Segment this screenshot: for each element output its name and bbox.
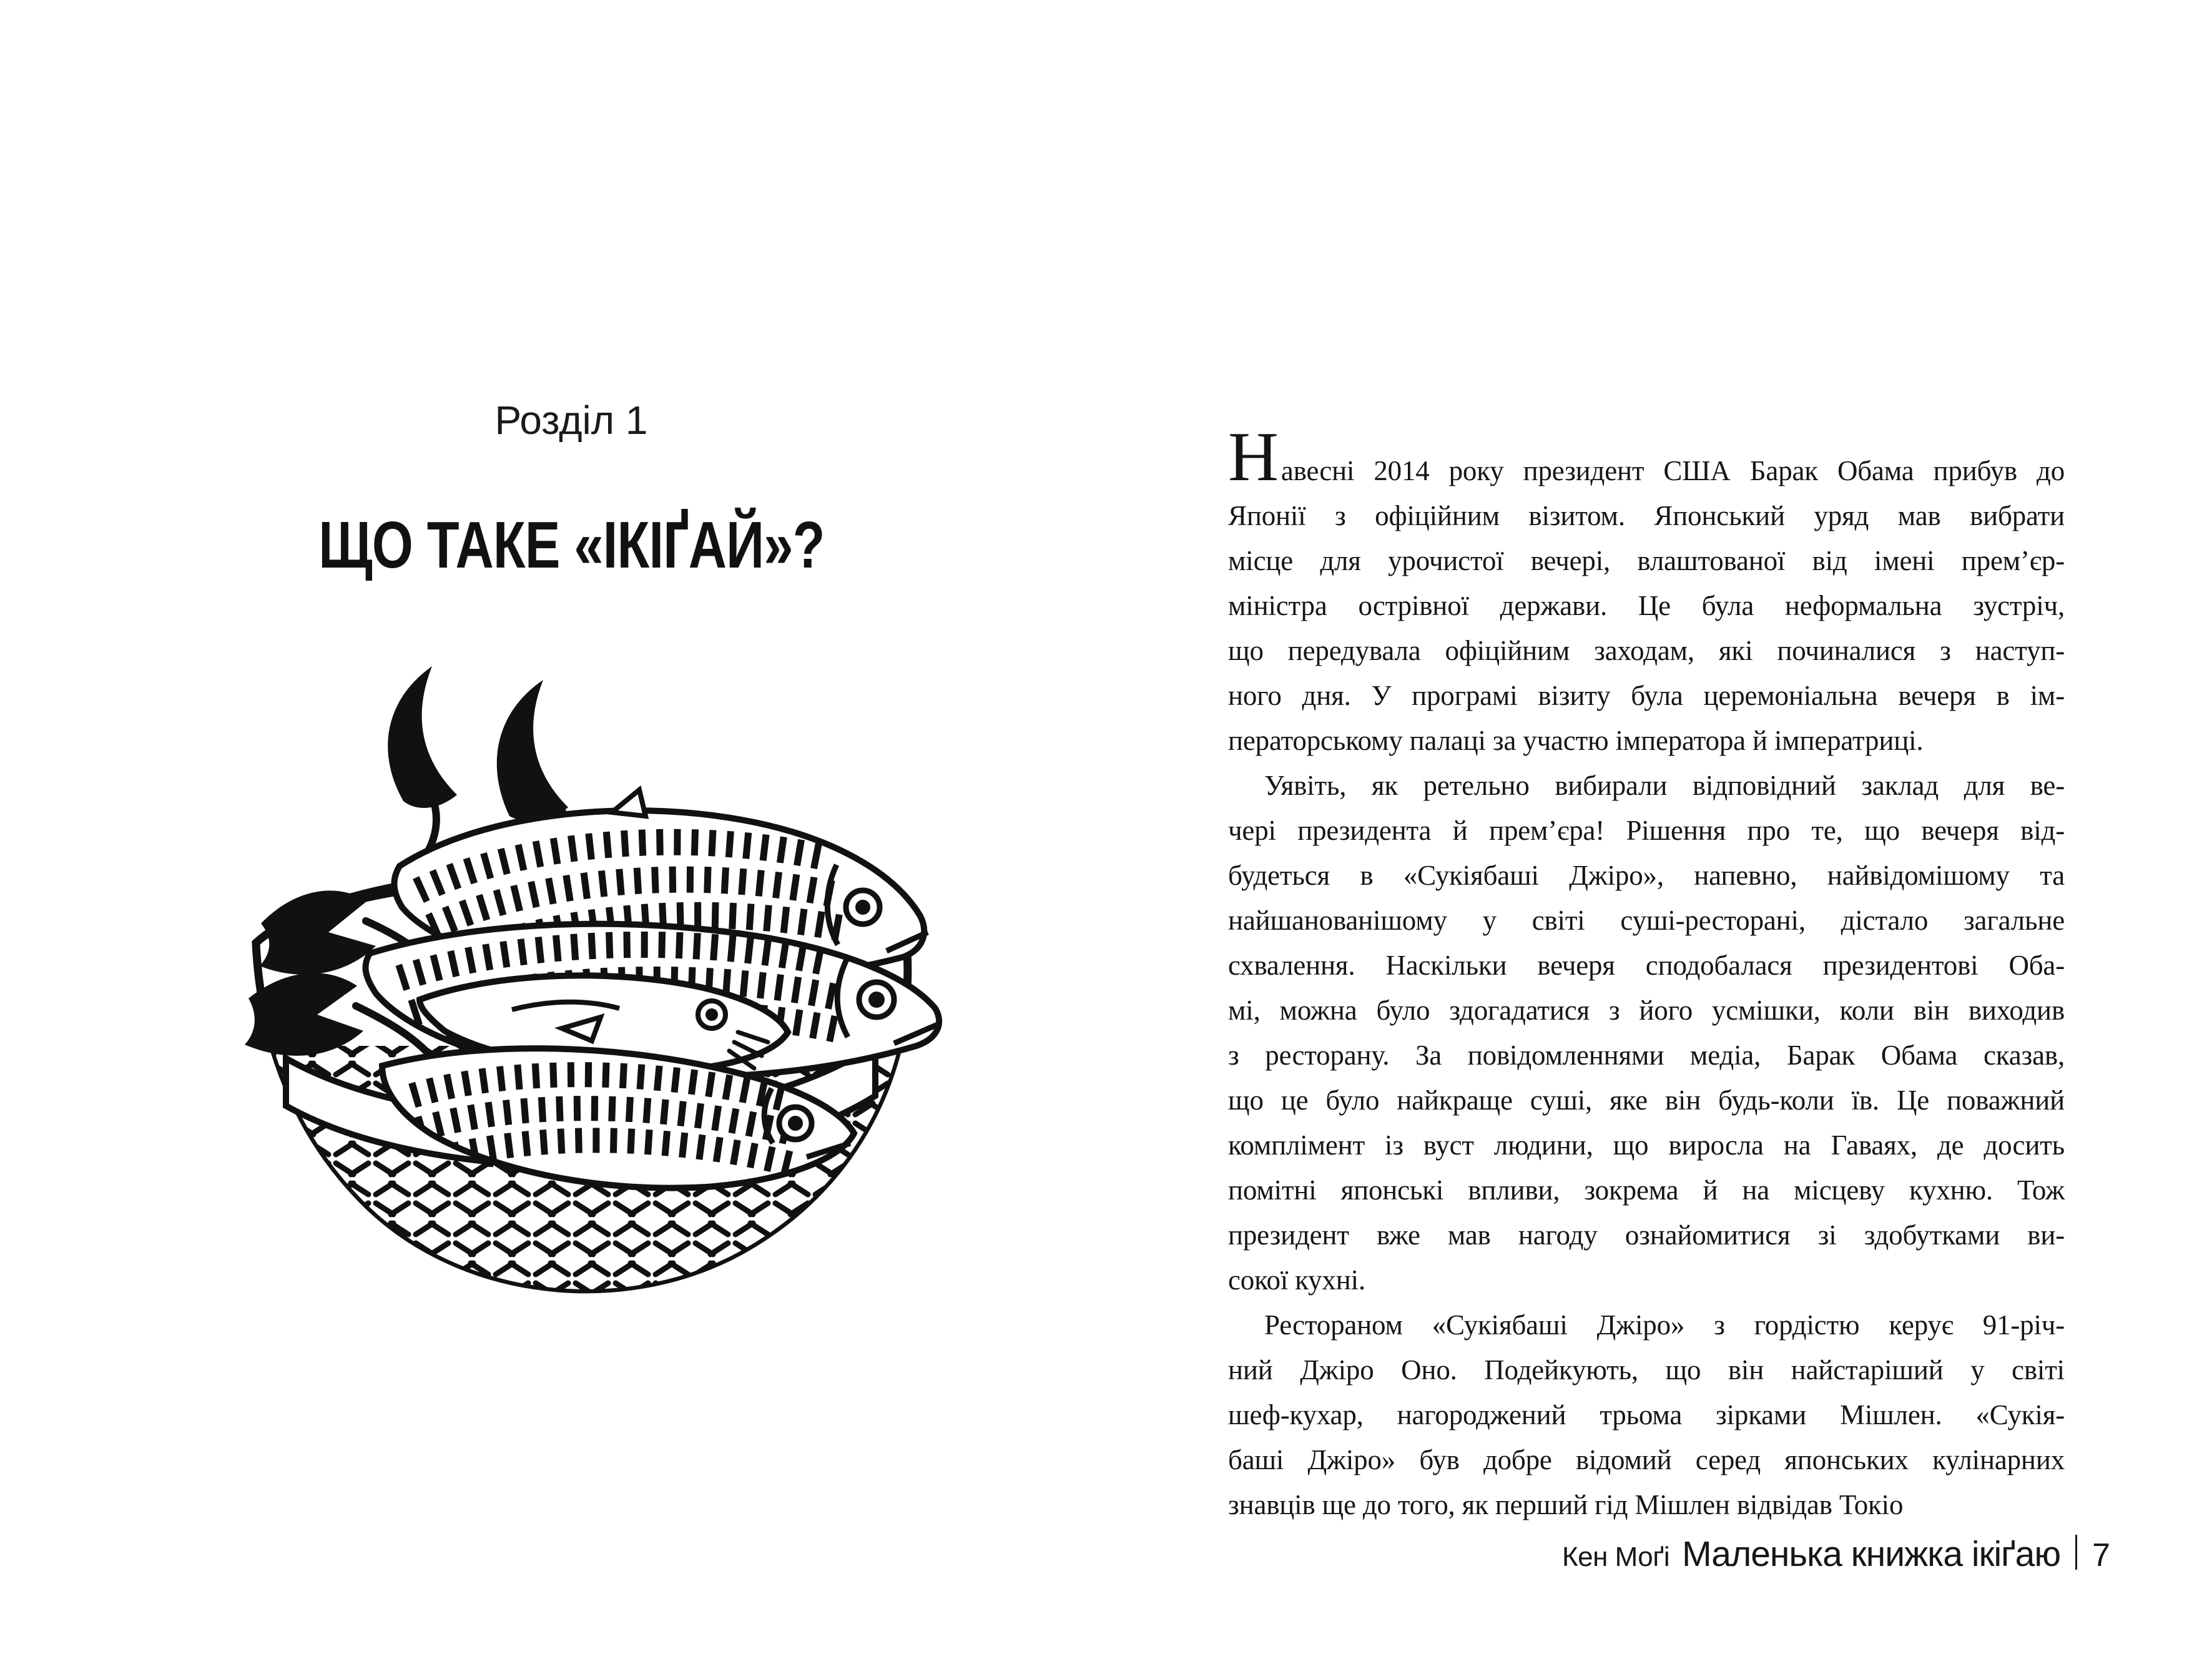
chapter-label: Розділ 1	[494, 398, 648, 443]
drop-cap: Н	[1228, 418, 1279, 496]
page-footer	[1228, 1531, 2110, 1575]
body-line: баші Джіро» був добре відомий серед японських кулінарних	[1228, 1444, 2065, 1475]
body-line: ного дня. У програмі візиту була церемоніальна вечеря в ім-	[1228, 680, 2065, 711]
chapter-title	[41, 508, 1102, 582]
body-text	[1228, 418, 2065, 1527]
body-line: Рестораном «Сукіябаші Джіро» з гордістю керує 91-річ-	[1264, 1309, 2065, 1341]
footer-divider	[2075, 1535, 2077, 1570]
body-line: міністра острівної держави. Це була неформальна зустріч,	[1228, 590, 2065, 621]
body-line: місце для урочистої вечері, влаштованої від імені прем’єр-	[1228, 545, 2065, 576]
fish-basket-illustration	[212, 659, 949, 1311]
chapter-title-text: ЩО ТАКЕ «ІКІҐАЙ»?	[318, 508, 825, 582]
footer-book-title: Маленька книжка ікіґаю	[1682, 1534, 2061, 1574]
body-line: схвалення. Наскільки вечеря сподобалася президентові Оба-	[1228, 950, 2065, 981]
body-line	[1228, 418, 2065, 496]
body-line: чері президента й прем’єра! Рішення про те, що вечеря від-	[1228, 815, 2065, 846]
page-number: 7	[2092, 1537, 2110, 1573]
body-line-text: авесні 2014 року президент США Барак Обама прибув до	[1281, 455, 2065, 486]
body-line: помітні японські впливи, зокрема й на місцеву кухню. Тож	[1228, 1174, 2065, 1206]
body-line: сокої кухні.	[1228, 1264, 1365, 1296]
body-line: шеф-кухар, нагороджений трьома зірками Мішлен. «Сукія-	[1228, 1399, 2065, 1430]
body-line: будеться в «Сукіябаші Джіро», напевно, найвідомішому та	[1228, 860, 2065, 891]
body-line: найшанованішому у світі суші-ресторані, дістало загальне	[1228, 905, 2065, 936]
body-line: комплімент із вуст людини, що виросла на Гаваях, де досить	[1228, 1130, 2065, 1161]
body-line: ний Джіро Оно. Подейкують, що він найстаріший у світі	[1228, 1354, 2065, 1386]
body-line: що передувала офіційним заходам, які починалися з наступ-	[1228, 635, 2065, 666]
footer-author: Кен Моґі	[1562, 1542, 1670, 1572]
body-line: що це було найкраще суші, яке він будь-коли їв. Це поважний	[1228, 1085, 2065, 1116]
body-line: президент вже мав нагоду ознайомитися зі здобутками ви-	[1228, 1219, 2065, 1251]
body-line: знавців ще до того, як перший гід Мішлен відвідав Токіо	[1228, 1489, 1904, 1520]
body-line: Уявіть, як ретельно вибирали відповідний заклад для ве-	[1264, 770, 2065, 801]
body-line: ператорському палаці за участю імператора й імператриці.	[1228, 725, 1924, 756]
body-line: Японії з офіційним візитом. Японський уряд мав вибрати	[1228, 500, 2065, 531]
body-line: мі, можна було здогадатися з його усмішки, коли він виходив	[1228, 995, 2065, 1026]
body-line: з ресторану. За повідомленнями медіа, Барак Обама сказав,	[1228, 1040, 2065, 1071]
